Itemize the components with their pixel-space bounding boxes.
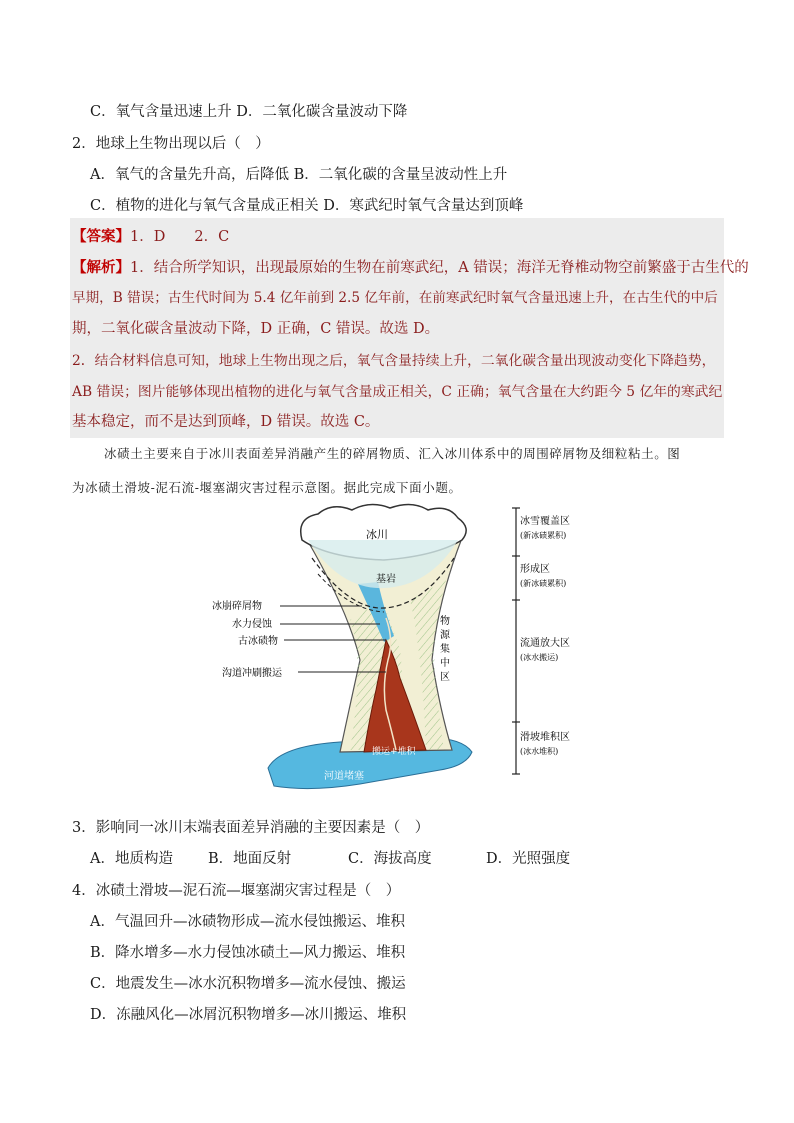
q3-option-b: B．地面反射 [208,851,292,867]
zone-formation-note: (新冰碛累积) [520,579,567,588]
answer-line [72,227,229,247]
label-ice-debris: 冰崩碎屑物 [212,601,262,612]
glacier-label: 冰川 [366,528,388,541]
material-line-2: 为冰碛土滑坡-泥石流-堰塞湖灾害过程示意图。据此完成下面小题。 [72,480,462,495]
source-zone-3: 集 [440,644,450,655]
q2-options-ab: A．氧气的含量先升高，后降低 B．二氧化碳的含量呈波动性上升 [90,167,508,183]
zone-snow-cover-note: (新冰碛累积) [520,531,567,540]
q4-option-c: C．地震发生—冰水沉积物增多—流水侵蚀、搬运 [90,976,406,992]
bedrock-label: 基岩 [376,574,396,585]
q3-option-c: C．海拔高度 [348,851,432,867]
zone-landslide-deposit-note: (冰水堆积) [520,747,559,756]
label-channel-scour: 沟道冲刷搬运 [222,668,282,679]
analysis-line-3: 期，二氧化碳含量波动下降，D 正确，C 错误。故选 D。 [72,321,440,337]
material-line-1: 冰碛土主要来自于冰川表面差异消融产生的碎屑物质、汇入冰川体系中的周围碎屑物及细粒粘土。图 [104,446,681,461]
river-block-label: 河道堵塞 [324,771,364,782]
q4-option-b: B．降水增多—水力侵蚀冰碛土—风力搬运、堆积 [90,945,406,961]
q4-option-d: D．冻融风化—冰屑沉积物增多—冰川搬运、堆积 [90,1007,407,1023]
zone-formation: 形成区 [520,564,550,575]
zone-snow-cover: 冰雪覆盖区 [520,516,570,527]
source-zone-4: 中 [440,658,450,669]
analysis-line-4: 2．结合材料信息可知，地球上生物出现之后，氧气含量持续上升，二氧化碳含量出现波动变化下降趋势， [72,353,716,369]
zone-flow-amplify-note: (冰水搬运) [520,653,559,662]
answer-tag: 【答案】 [72,228,130,245]
q4-option-a: A．气温回升—冰碛物形成—流水侵蚀搬运、堆积 [90,914,405,930]
zone-flow-amplify: 流通放大区 [520,638,570,649]
label-old-moraine: 古冰碛物 [238,636,278,647]
source-zone-1: 物 [440,616,450,627]
q3-option-a: A．地质构造 [90,851,173,867]
analysis-line-6: 基本稳定，而不是达到顶峰，D 错误。故选 C。 [72,414,380,430]
analysis-line-5: AB 错误；图片能够体现出植物的进化与氧气含量成正相关，C 正确；氧气含量在大约距今 5 亿年的寒武纪 [72,384,723,400]
analysis-line-1: 【解析】1．结合所学知识，出现最原始的生物在前寒武纪，A 错误；海洋无脊椎动物空前繁盛于古生代的 [72,259,749,276]
source-zone-2: 源 [440,630,450,641]
q3-stem: 3．影响同一冰川末端表面差异消融的主要因素是（ ） [72,820,430,836]
label-water-erosion: 水力侵蚀 [232,619,272,630]
transport-deposit-label: 搬运+堆积 [372,747,416,757]
analysis-tag: 【解析】 [72,259,130,276]
q2-options-cd: C．植物的进化与氧气含量成正相关 D．寒武纪时氧气含量达到顶峰 [90,198,524,214]
q4-stem: 4．冰碛土滑坡—泥石流—堰塞湖灾害过程是（ ） [72,883,401,899]
q1-options-cd: C．氧气含量迅速上升 D．二氧化碳含量波动下降 [90,104,408,120]
answer-text: 1．D 2．C [130,229,230,245]
zone-landslide-deposit: 滑坡堆积区 [520,732,570,743]
q3-option-d: D．光照强度 [486,851,571,867]
q2-stem: 2．地球上生物出现以后（ ） [72,136,270,152]
analysis-line-2: 早期，B 错误；古生代时间为 5.4 亿年前到 2.5 亿年前，在前寒武纪时氧气含量迅速上升，在古生代的中后 [72,290,718,306]
glacier-hazard-diagram [200,500,600,800]
source-zone-5: 区 [440,672,450,683]
